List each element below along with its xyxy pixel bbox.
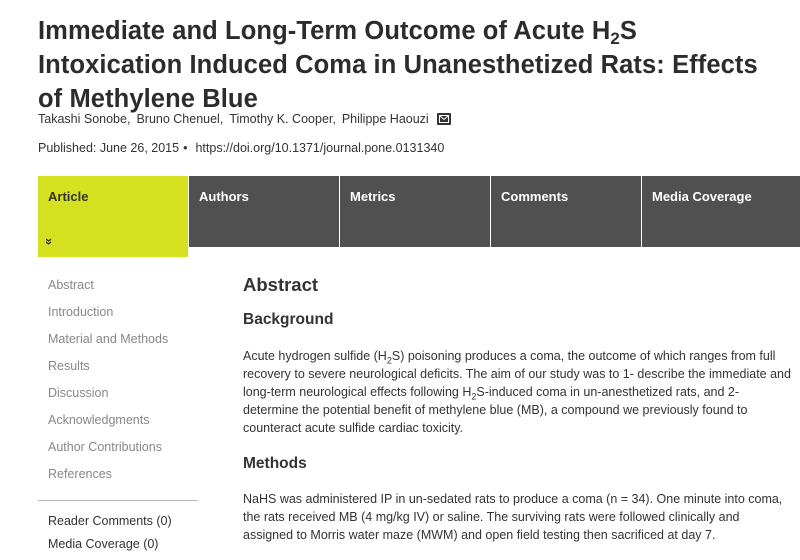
- section-nav: [38, 278, 198, 494]
- published-date: Published: June 26, 2015: [38, 141, 180, 155]
- tab-comments[interactable]: [491, 176, 641, 247]
- nav-item-acknowledgments[interactable]: Acknowledgments: [48, 413, 150, 427]
- nav-item-introduction[interactable]: Introduction: [48, 305, 114, 319]
- tab-article[interactable]: [38, 176, 188, 257]
- nav-item-material-and-methods[interactable]: Material and Methods: [48, 332, 169, 346]
- tab-metrics[interactable]: [340, 176, 490, 247]
- methods-paragraph: NaHS was administered IP in un-sedated rats to produce a coma (n = 34). One minute into coma, the rats received MB (4 mg/kg IV) or saline. The surviving rats were followed clinically and assigned to Morris water maze (MWM) and open field testing then sacrificed at day 7.: [243, 492, 783, 542]
- nav-item-media-coverage[interactable]: Media Coverage (0): [48, 537, 159, 551]
- abstract-heading: Abstract: [243, 274, 319, 295]
- methods-heading: Methods: [243, 455, 307, 472]
- publication-info: [38, 141, 444, 155]
- nav-item-references[interactable]: References: [48, 467, 112, 481]
- nav-divider: [38, 500, 198, 501]
- extras-nav: [38, 514, 198, 560]
- tab-label: Media Coverage: [652, 189, 752, 204]
- doi-link[interactable]: https://doi.org/10.1371/journal.pone.0131340: [195, 141, 445, 155]
- article-tabs: [38, 176, 800, 257]
- nav-item-results[interactable]: Results: [48, 359, 90, 373]
- background-paragraph: Acute hydrogen sulfide $(H_2S)$ poisoning produces a coma, the outcome of which ranges from full recovery to severe neurological deficits. The aim of our study was to 1- describe the immediate and long-term neurological effects following $H_2S$-induced coma in un-anesthetized rats, and 2- determine the potential benefit of methylene blue (MB), a compound we previously found to counteract acute sulfide cardiac toxicity.: [243, 349, 791, 435]
- tab-label: Metrics: [350, 189, 396, 204]
- tab-media-coverage[interactable]: [642, 176, 800, 247]
- author-link[interactable]: Timothy K. Cooper,: [229, 112, 336, 126]
- tab-label: Article: [48, 189, 89, 204]
- background-heading: Background: [243, 311, 334, 328]
- article-title: Immediate and Long-Term Outcome of Acute $H_2S$ Intoxication Induced Coma in Unanesthetized Rats: Effects of Methylene Blue: [38, 17, 758, 113]
- author-link[interactable]: Takashi Sonobe,: [38, 112, 131, 126]
- author-link[interactable]: Philippe Haouzi: [341, 112, 429, 126]
- tab-label: Authors: [199, 189, 249, 204]
- separator-bullet: •: [183, 141, 188, 155]
- nav-item-abstract[interactable]: Abstract: [48, 278, 94, 292]
- nav-item-author-contributions[interactable]: Author Contributions: [48, 440, 162, 454]
- author-link[interactable]: Bruno Chenuel,: [136, 112, 224, 126]
- nav-item-reader-comments[interactable]: Reader Comments (0): [48, 514, 172, 528]
- email-icon[interactable]: [437, 113, 451, 125]
- nav-item-discussion[interactable]: Discussion: [48, 386, 109, 400]
- tab-label: Comments: [501, 189, 569, 204]
- tab-authors[interactable]: [189, 176, 339, 247]
- chevron-down-icon: »: [42, 237, 58, 246]
- author-list: [38, 112, 451, 126]
